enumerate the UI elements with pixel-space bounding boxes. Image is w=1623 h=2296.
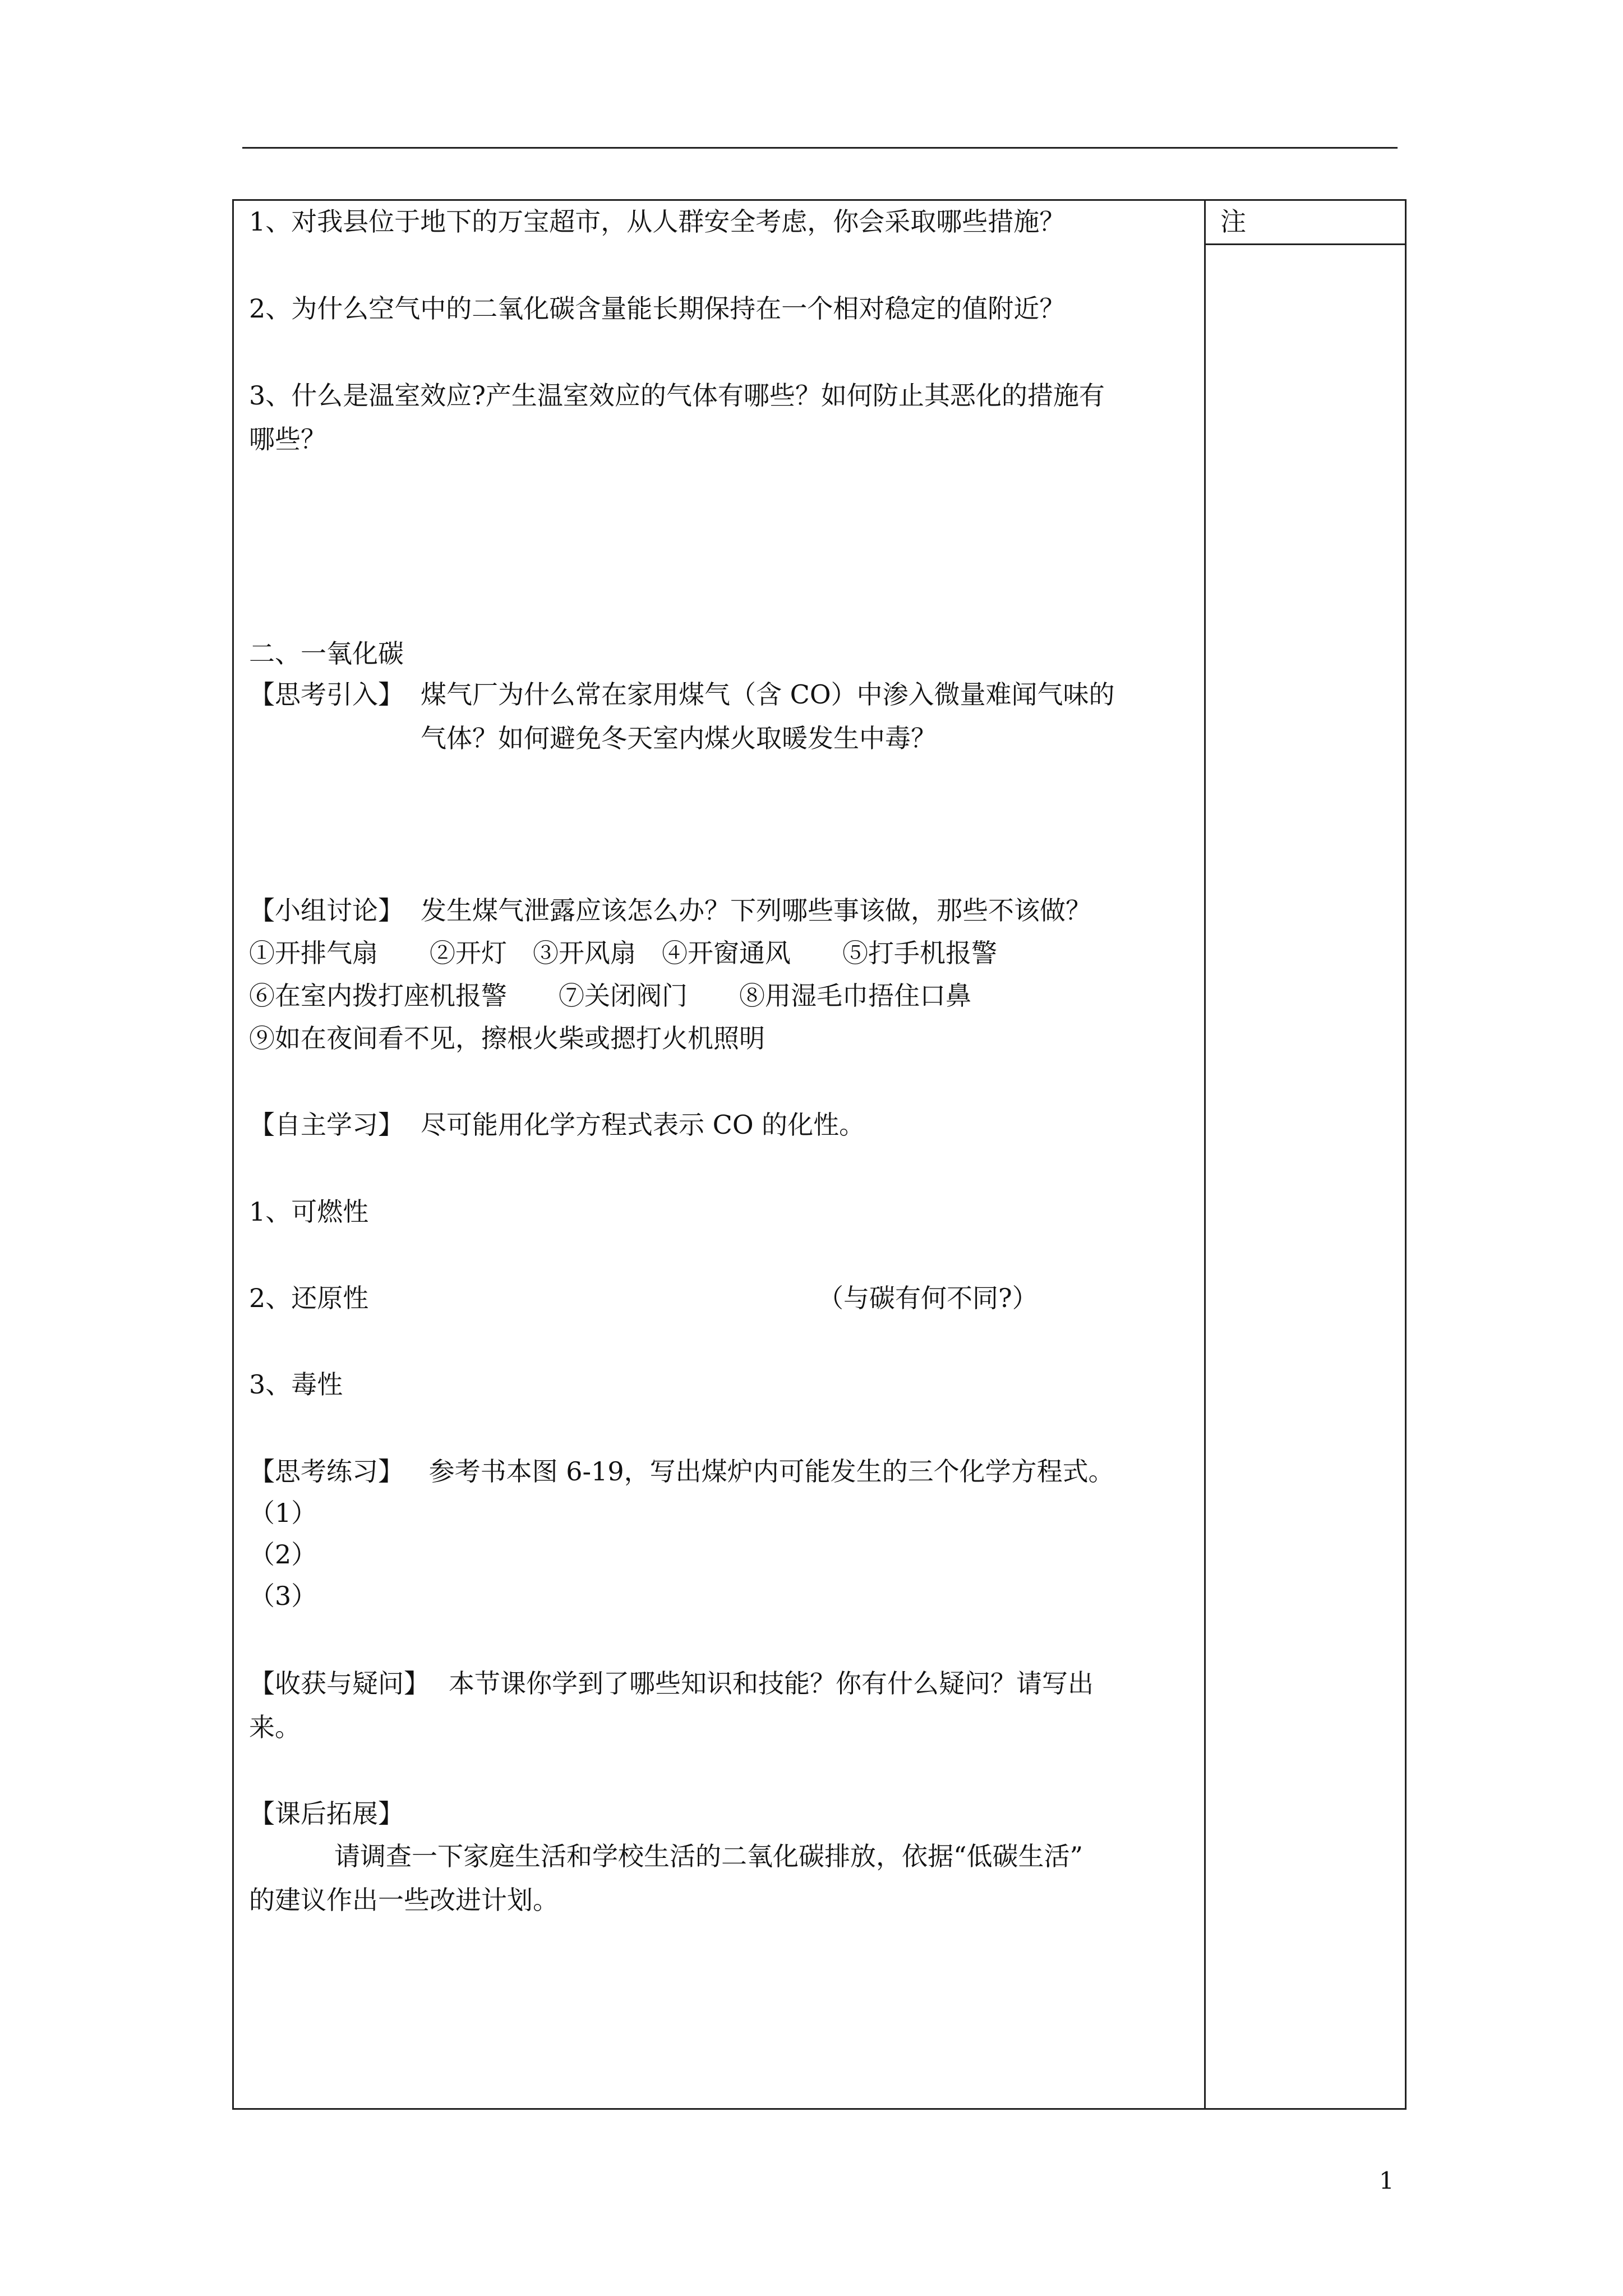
question-2: 2、为什么空气中的二氧化碳含量能长期保持在一个相对稳定的值附近？ <box>249 293 1066 324</box>
property-toxicity: 3、毒性 <box>249 1369 343 1400</box>
discussion-options-line-1: ①开排气扇 ②开灯 ③开风扇 ④开窗通风 ⑤打手机报警 <box>249 938 997 968</box>
extension-tag: 【课后拓展】 <box>249 1798 404 1829</box>
harvest-tag: 【收获与疑问】 <box>249 1668 430 1699</box>
practice-text: 参考书本图 6-19，写出煤炉内可能发生的三个化学方程式。 <box>421 1456 1114 1487</box>
group-discussion-text: 发生煤气泄露应该怎么办？下列哪些事该做，那些不该做？ <box>421 895 1091 926</box>
reducibility-note: （与碳有何不同?） <box>818 1283 1038 1313</box>
harvest-line-2: 来。 <box>249 1712 301 1742</box>
notes-header-divider <box>1204 243 1407 245</box>
self-study-text: 尽可能用化学方程式表示 CO 的化性。 <box>421 1110 865 1140</box>
worksheet-table <box>232 199 1407 2110</box>
thinking-intro-line-2: 气体？如何避免冬天室内煤火取暖发生中毒？ <box>421 723 937 753</box>
thinking-intro-tag: 【思考引入】 <box>249 679 404 710</box>
page-number: 1 <box>1379 2167 1394 2194</box>
discussion-options-line-3: ⑨如在夜间看不见，擦根火柴或摁打火机照明 <box>249 1023 765 1053</box>
harvest-line-1: 本节课你学到了哪些知识和技能？你有什么疑问？请写出 <box>449 1668 1094 1699</box>
extension-line-1: 请调查一下家庭生活和学校生活的二氧化碳排放，依据“低碳生活” <box>334 1841 1083 1871</box>
header-rule <box>242 147 1398 149</box>
practice-tag: 【思考练习】 <box>249 1456 404 1487</box>
property-reducibility: 2、还原性 <box>249 1283 369 1313</box>
equation-2: （2） <box>249 1539 317 1570</box>
question-3-line-1: 3、什么是温室效应?产生温室效应的气体有哪些？如何防止其恶化的措施有 <box>249 380 1105 411</box>
question-3-line-2: 哪些？ <box>249 424 326 454</box>
self-study-tag: 【自主学习】 <box>249 1110 404 1140</box>
section-heading: 二、一氧化碳 <box>249 638 404 669</box>
group-discussion-tag: 【小组讨论】 <box>249 895 404 926</box>
thinking-intro-line-1: 煤气厂为什么常在家用煤气（含 CO）中渗入微量难闻气味的 <box>421 679 1115 710</box>
question-1: 1、对我县位于地下的万宝超市，从人群安全考虑，你会采取哪些措施？ <box>249 206 1066 237</box>
notes-column-divider <box>1204 199 1206 2110</box>
discussion-options-line-2: ⑥在室内拨打座机报警 ⑦关闭阀门 ⑧用湿毛巾捂住口鼻 <box>249 981 971 1011</box>
notes-column-label: 注 <box>1220 206 1246 237</box>
property-combustibility: 1、可燃性 <box>249 1197 369 1227</box>
equation-3: （3） <box>249 1581 317 1611</box>
extension-line-2: 的建议作出一些改进计划。 <box>249 1885 559 1915</box>
equation-1: （1） <box>249 1498 317 1528</box>
